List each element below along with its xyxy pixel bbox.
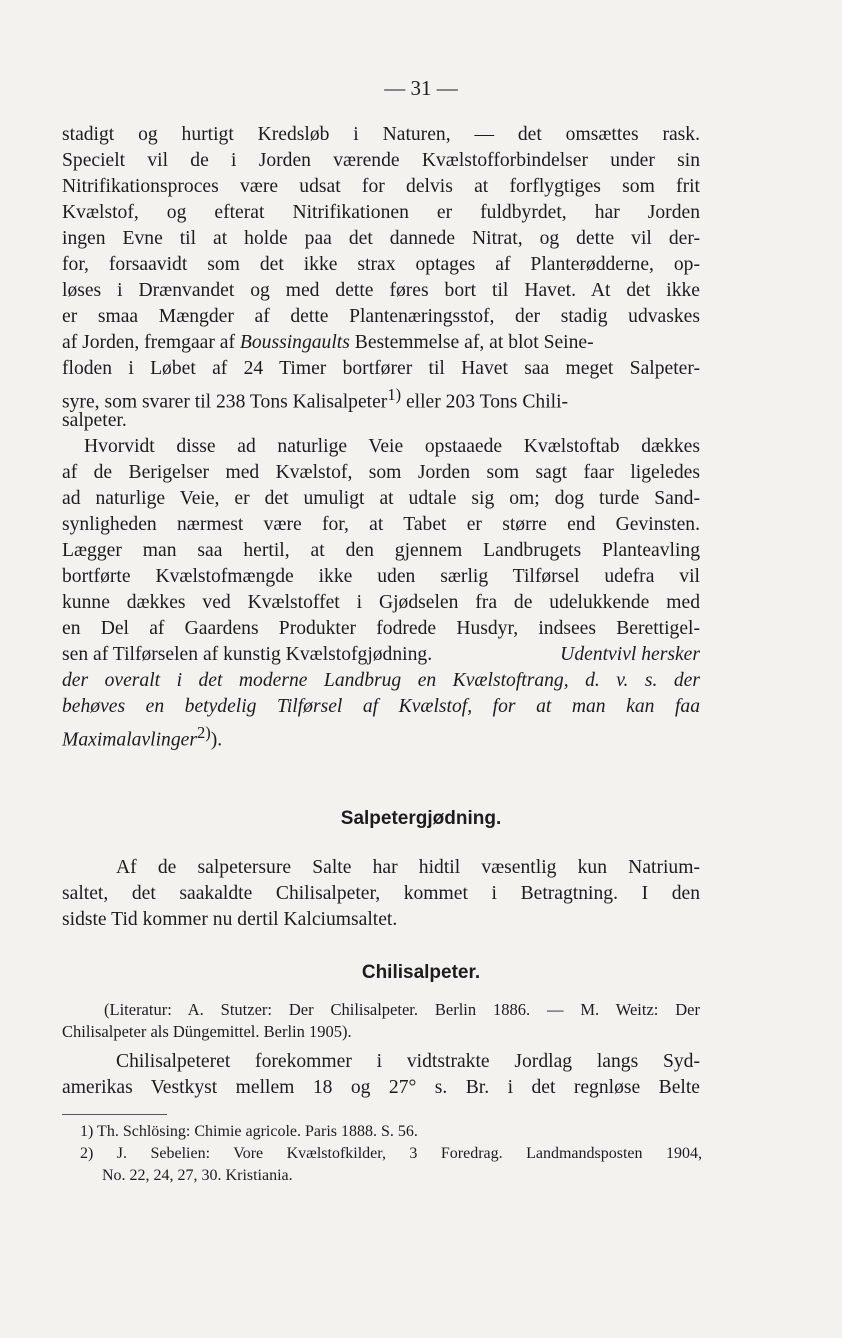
body-line: sidste Tid kommer nu dertil Kalciumsaltet. (62, 909, 398, 930)
author-name: Boussingaults (239, 332, 350, 353)
body-line: Lægger man saa hertil, at den gjennem Landbrugets Planteavling (62, 540, 700, 561)
section-heading: Salpetergjødning. (340, 808, 502, 829)
italic-run: Udentvivl hersker (560, 644, 700, 665)
subsection-heading: Chilisalpeter. (361, 962, 481, 983)
footnote: 2) J. Sebelien: Vore Kvælstofkilder, 3 Foredrag. Landmandsposten 1904, (80, 1145, 702, 1162)
text-run: syre, som svarer til 238 Tons Kalisalpeter (62, 391, 388, 413)
body-line: amerikas Vestkyst mellem 18 og 27° s. Br. i det regnløse Belte (62, 1077, 700, 1098)
text-run: eller 203 Tons Chili- (405, 391, 569, 413)
body-line: saltet, det saakaldte Chilisalpeter, kommet i Betragtning. I den (62, 883, 700, 904)
body-line (62, 694, 700, 720)
body-line (62, 642, 700, 668)
body-line: af de Berigelser med Kvælstof, som Jorden som sagt faar ligeledes (62, 462, 700, 483)
body-line: Hvorvidt disse ad naturlige Veie opstaaede Kvælstoftab dækkes (84, 436, 700, 457)
body-line (62, 720, 700, 754)
footnote-divider (62, 1114, 167, 1115)
page-number: — 31 — (384, 76, 458, 100)
text-run: af Jorden, fremgaar af (62, 332, 235, 353)
text-run: sen af Tilførselen af kunstig Kvælstofgjødning. (62, 644, 433, 665)
body-line: Nitrifikationsproces være udsat for delvis at forflygtiges som frit (62, 176, 700, 197)
body-line: Kvælstof, og efterat Nitrifikationen er fuldbyrdet, har Jorden (62, 202, 700, 223)
footnote-ref: 2) (196, 723, 211, 742)
body-line: ingen Evne til at holde paa det dannede Nitrat, og dette vil der- (62, 228, 700, 249)
body-line: Specielt vil de i Jorden værende Kvælstofforbindelser under sin (62, 150, 700, 171)
body-line: ad naturlige Veie, er det umuligt at udtale sig om; dog turde Sand- (62, 488, 700, 509)
italic-run: behøves en betydelig Tilførsel af Kvælstof, for at man kan faa (62, 696, 700, 717)
footnote-ref: 1) (387, 385, 402, 404)
body-line (62, 330, 700, 356)
body-line: for, forsaavidt som det ikke strax optages af Planterødderne, op- (62, 254, 700, 275)
body-line: stadigt og hurtigt Kredsløb i Naturen, — det omsættes rask. (62, 124, 700, 145)
body-line: løses i Drænvandet og med dette føres bort til Havet. At det ikke (62, 280, 700, 301)
footnote: No. 22, 24, 27, 30. Kristiania. (102, 1167, 293, 1184)
literature-line: (Literatur: A. Stutzer: Der Chilisalpeter. Berlin 1886. — M. Weitz: Der (104, 1000, 700, 1019)
body-line: kunne dækkes ved Kvælstoffet i Gjødselen fra de udelukkende med (62, 592, 700, 613)
body-line: synligheden nærmest være for, at Tabet er større end Gevinsten. (62, 514, 700, 535)
italic-run: Maximalavlinger (62, 729, 197, 751)
body-line: en Del af Gaardens Produkter fodrede Husdyr, indsees Berettigel- (62, 618, 700, 639)
body-line: Chilisalpeteret forekommer i vidtstrakte Jordlag langs Syd- (116, 1051, 700, 1072)
body-line (62, 668, 700, 694)
body-line: Af de salpetersure Salte har hidtil væsentlig kun Natrium- (116, 857, 700, 878)
text-run: ). (210, 729, 223, 751)
body-line: salpeter. (62, 410, 127, 431)
italic-run: der overalt i det moderne Landbrug en Kvælstoftrang, d. v. s. der (62, 670, 700, 691)
text-run: Bestemmelse af, at blot Seine- (354, 332, 594, 353)
body-line: floden i Løbet af 24 Timer bortfører til Havet saa meget Salpeter- (62, 358, 700, 379)
literature-line: Chilisalpeter als Düngemittel. Berlin 1905). (62, 1022, 352, 1041)
footnote: 1) Th. Schlösing: Chimie agricole. Paris 1888. S. 56. (80, 1123, 418, 1140)
body-line: bortførte Kvælstofmængde ikke uden særlig Tilførsel udefra vil (62, 566, 700, 587)
body-line: er smaa Mængder af dette Plantenæringsstof, der stadig udvaskes (62, 306, 700, 327)
